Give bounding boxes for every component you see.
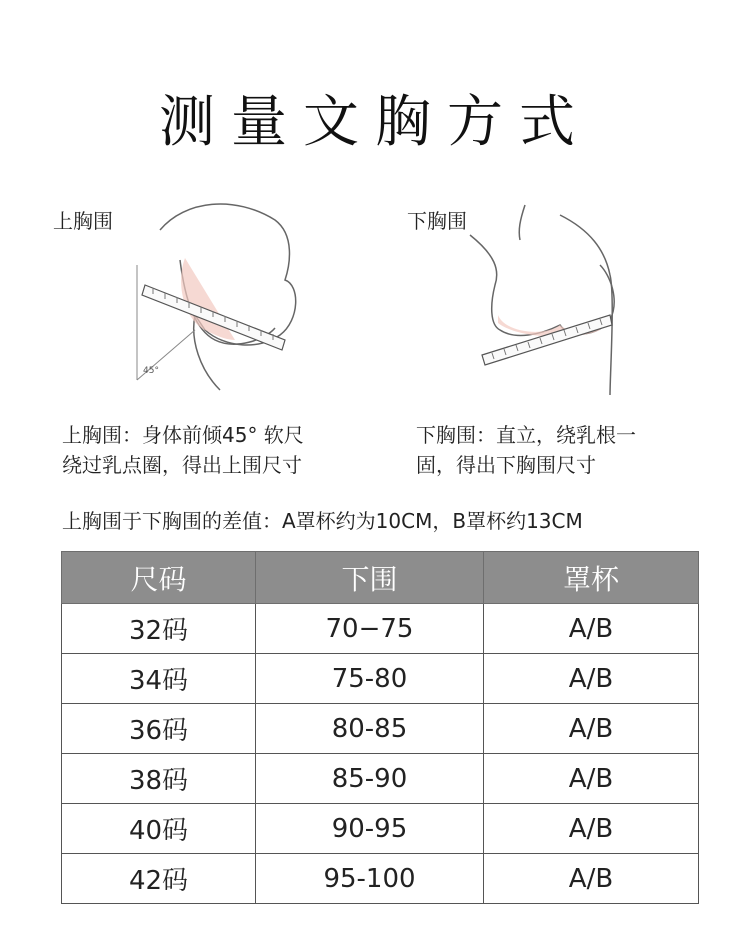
underbust-cell: 95-100	[256, 854, 484, 904]
table-header-row	[62, 552, 699, 604]
underbust-cell: 70−75	[256, 604, 484, 654]
header-underbust: 下围	[256, 552, 484, 604]
lower-bust-label: 下胸围	[407, 209, 467, 233]
size-cell: 40码	[62, 804, 256, 854]
size-table	[61, 551, 699, 904]
size-cell: 34码	[62, 654, 256, 704]
upper-desc-line-1: 上胸围：身体前倾45° 软尺	[62, 423, 304, 447]
cup-cell: A/B	[484, 654, 699, 704]
header-cup: 罩杯	[484, 552, 699, 604]
table-row	[62, 704, 699, 754]
underbust-cell: 85-90	[256, 754, 484, 804]
table-row	[62, 754, 699, 804]
page-title: 测量文胸方式	[159, 90, 591, 155]
size-cell: 32码	[62, 604, 256, 654]
lower-bust-description	[416, 420, 636, 480]
table-row	[62, 804, 699, 854]
table-row	[62, 654, 699, 704]
upper-bust-description	[62, 420, 304, 480]
underbust-cell: 75-80	[256, 654, 484, 704]
lower-desc-line-2: 固，得出下胸围尺寸	[416, 453, 596, 477]
lower-desc-line-1: 下胸围：直立，绕乳根一	[416, 423, 636, 447]
cup-cell: A/B	[484, 804, 699, 854]
difference-note: 上胸围于下胸围的差值：A罩杯约为10CM，B罩杯约13CM	[62, 509, 583, 533]
header-size: 尺码	[62, 552, 256, 604]
angle-label: 45°	[143, 366, 159, 376]
cup-cell: A/B	[484, 704, 699, 754]
lower-bust-illustration	[460, 195, 650, 405]
size-cell: 42码	[62, 854, 256, 904]
underbust-cell: 90-95	[256, 804, 484, 854]
cup-cell: A/B	[484, 754, 699, 804]
size-cell: 38码	[62, 754, 256, 804]
table-row	[62, 604, 699, 654]
size-cell: 36码	[62, 704, 256, 754]
upper-desc-line-2: 绕过乳点圈，得出上围尺寸	[62, 453, 302, 477]
upper-bust-illustration	[125, 190, 325, 405]
cup-cell: A/B	[484, 854, 699, 904]
table-row	[62, 854, 699, 904]
underbust-cell: 80-85	[256, 704, 484, 754]
cup-cell: A/B	[484, 604, 699, 654]
upper-bust-label: 上胸围	[53, 209, 113, 233]
